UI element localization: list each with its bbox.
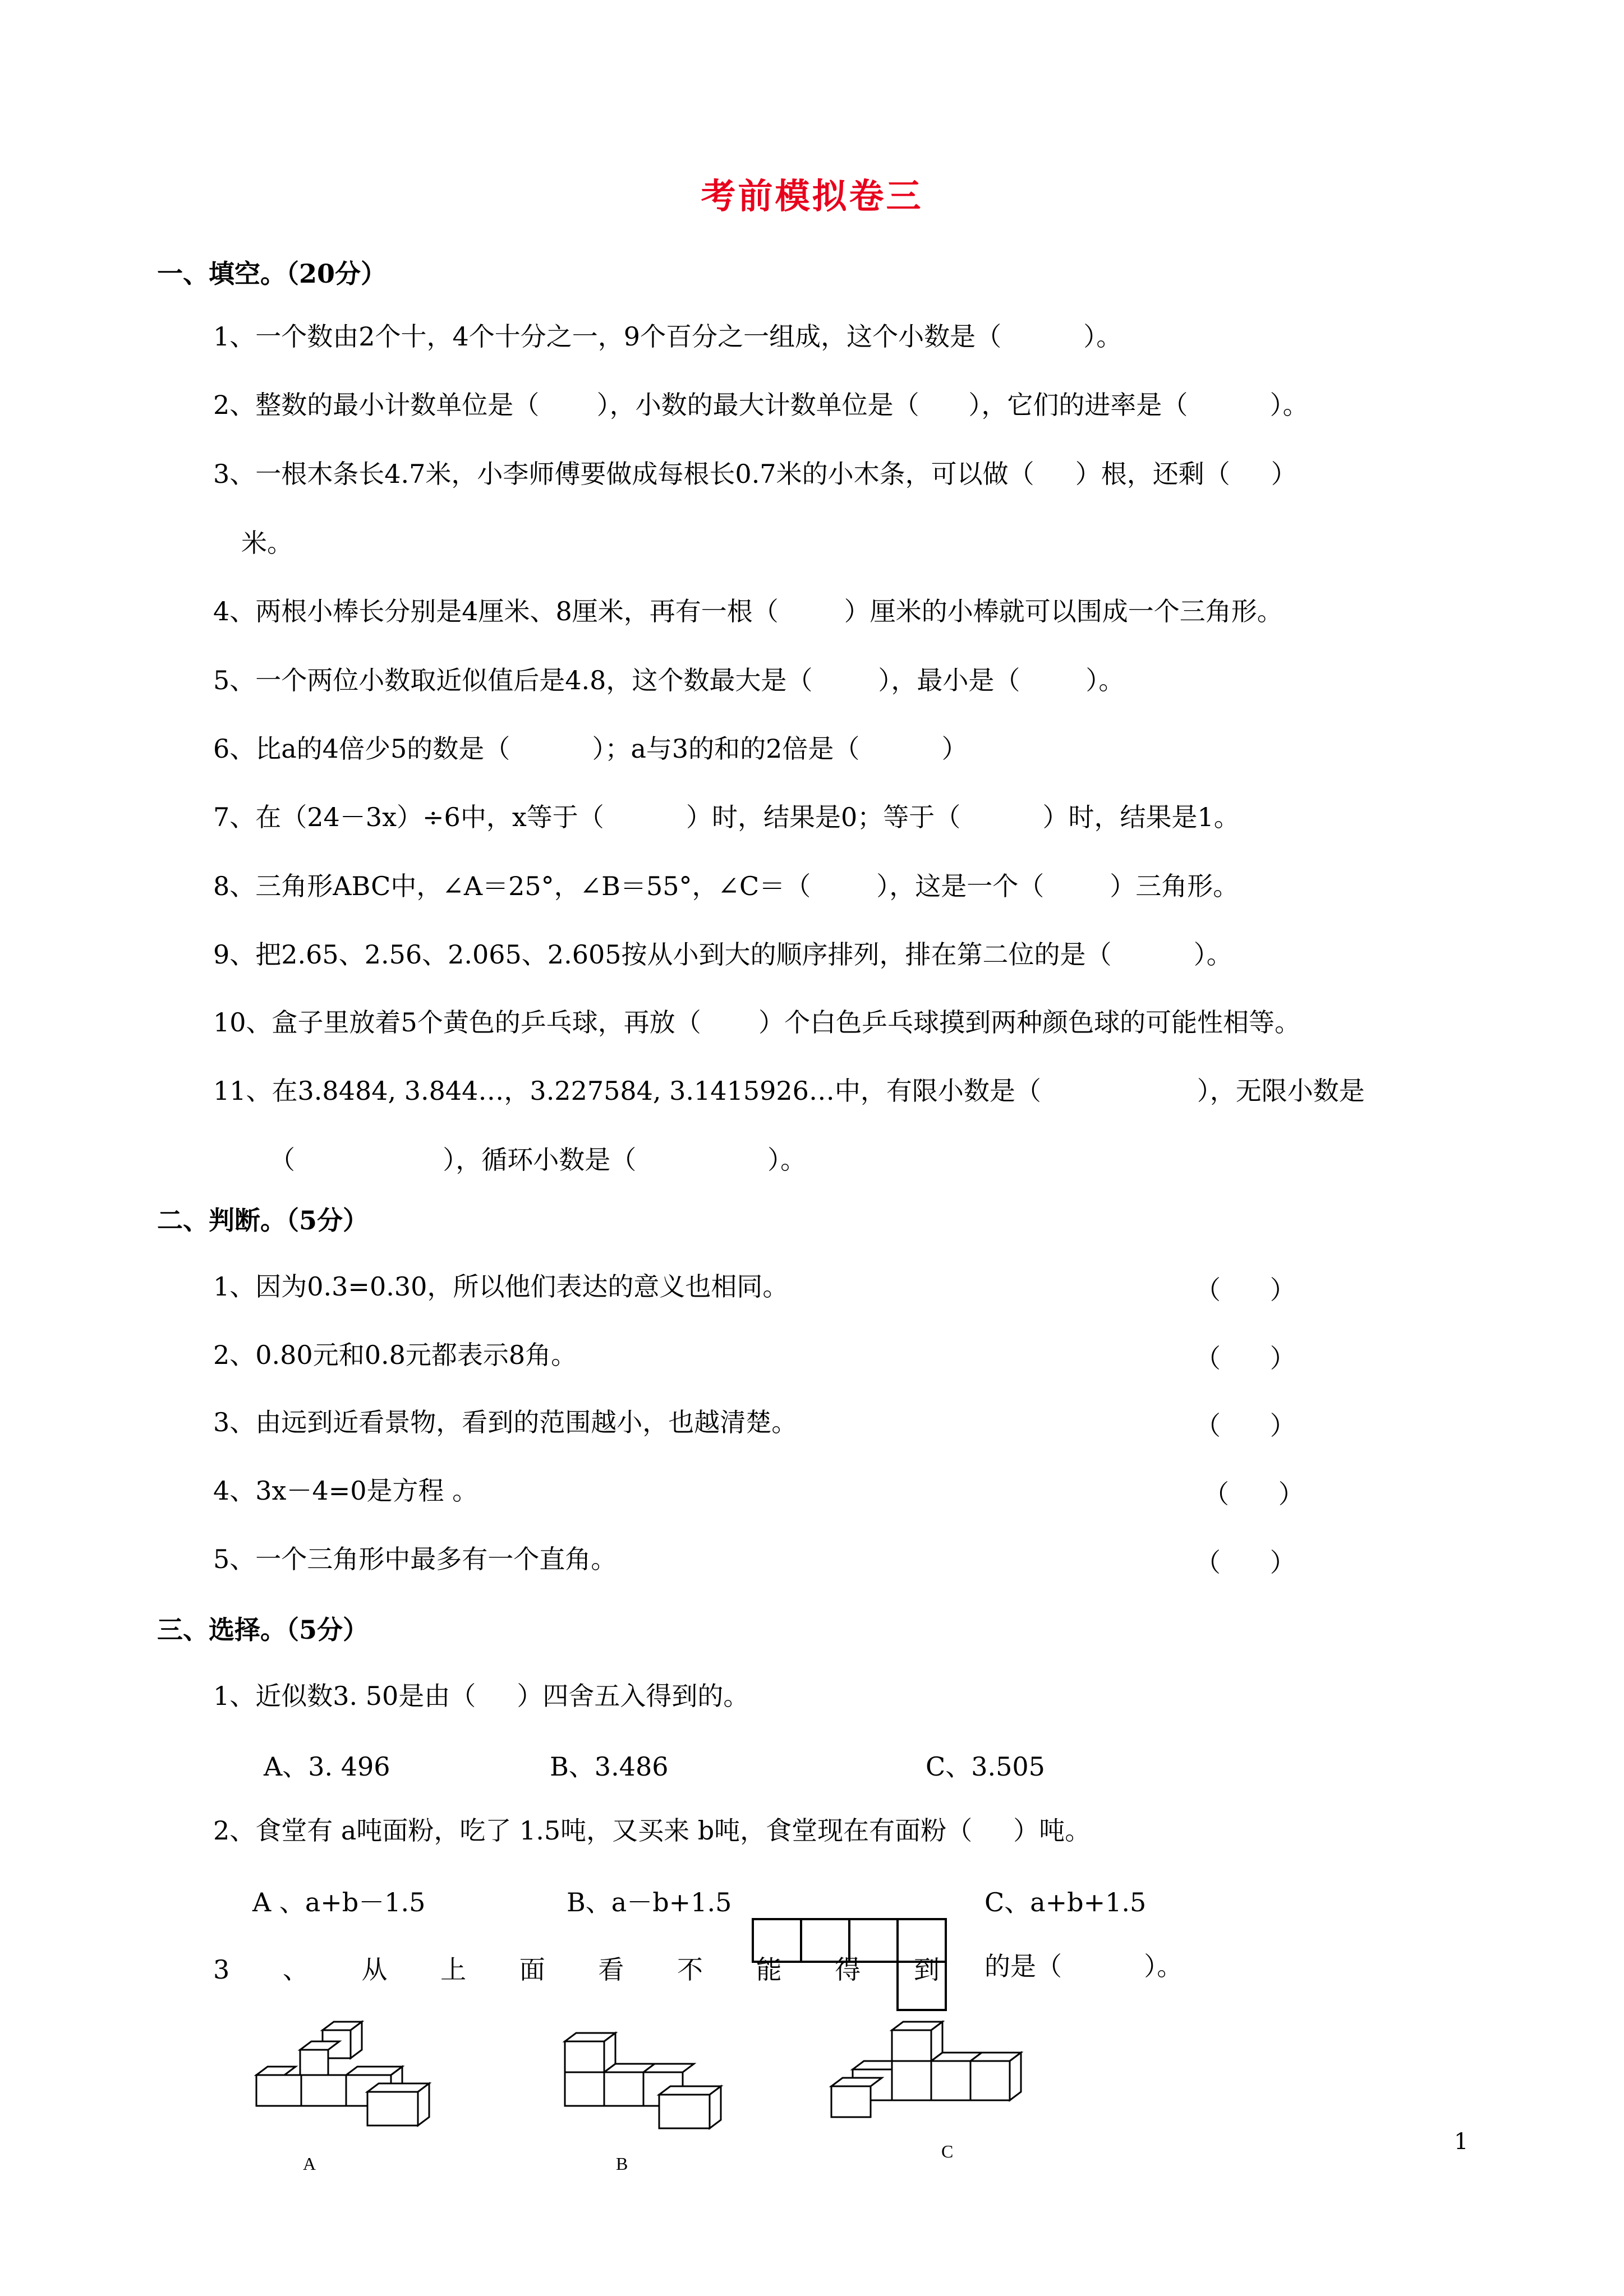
fill-blank-item-1: 1、一个数由2个十，4个十分之一，9个百分之一组成，这个小数是（ ）。 [213,321,1122,352]
choice-q2-option-b: B、a－b+1.5 [567,1887,732,1917]
fill-blank-item-3: 3、一根木条长4.7米，小李师傅要做成每根长0.7米的小木条，可以做（ ）根，还剩（ ） [213,459,1297,489]
fill-blank-item-11: 11、在3.8484, 3.844…，3.227584, 3.1415926…中，有限小数是（ ），无限小数是 [213,1076,1365,1106]
section-heading-fill-blank: 一、填空。（20分） [157,259,387,289]
choice-q2-option-c: C、a+b+1.5 [984,1887,1147,1917]
choice-q3-prefix: 3 、 从 上 面 看 不 能 得 到 [213,1954,962,1985]
judge-item-2: 2、0.80元和0.8元都表示8角。 [213,1340,577,1370]
block-figure-c [830,2013,1055,2120]
choice-q1-option-a: A、3. 496 [264,1751,390,1782]
page-title: 考前模拟卷三 [701,176,923,216]
section-heading-judge: 二、判断。（5分） [157,1205,369,1235]
judge-item-3: 3、由远到近看景物，看到的范围越小，也越清楚。 [213,1407,798,1437]
choice-q1-option-c: C、3.505 [926,1751,1045,1782]
judge-item-1: 1、因为0.3=0.30，所以他们表达的意义也相同。 [213,1271,789,1302]
fill-blank-item-9: 9、把2.65、2.56、2.065、2.605按从小到大的顺序排列，排在第二位的是（ ）。 [213,939,1232,970]
block-figure-b [564,2025,738,2137]
choice-q1-option-b: B、3.486 [550,1751,669,1782]
choice-q1-text: 1、近似数3. 50是由（ ）四舍五入得到的。 [213,1681,749,1711]
top-view-figure [752,1918,954,2013]
fill-blank-item-4: 4、两根小棒长分别是4厘米、8厘米，再有一根（ ）厘米的小棒就可以围成一个三角形。 [213,596,1283,626]
judge-item-5: 5、一个三角形中最多有一个直角。 [213,1544,617,1574]
fill-blank-item-3-cont: 米。 [241,528,293,558]
choice-q2-option-a: A 、a+b－1.5 [252,1887,426,1917]
fill-blank-item-6: 6、比a的4倍少5的数是（ ）；a与3的和的2倍是（ ） [213,734,968,764]
judge-answer-paren-4: （ ） [1203,1479,1304,1509]
judge-item-4: 4、3x－4=0是方程 。 [213,1476,479,1506]
fill-blank-item-2: 2、整数的最小计数单位是（ ），小数的最大计数单位是（ ），它们的进率是（ ）。 [213,390,1309,420]
judge-answer-paren-1: （ ） [1195,1275,1296,1305]
fill-blank-item-10: 10、盒子里放着5个黄色的乒乓球，再放（ ）个白色乒乓球摸到两种颜色球的可能性相等。 [213,1007,1301,1038]
judge-answer-paren-5: （ ） [1195,1547,1296,1578]
page-number: 1 [1454,2129,1469,2155]
fill-blank-item-11-cont: （ ），循环小数是（ ）。 [269,1145,807,1175]
choice-q2-text: 2、食堂有 a吨面粉，吃了 1.5吨，又买来 b吨，食堂现在有面粉（ ）吨。 [213,1815,1091,1846]
figure-label-c: C [941,2141,954,2161]
figure-label-b: B [616,2154,628,2174]
block-figure-a [255,2019,446,2131]
fill-blank-item-7: 7、在（24－3x）÷6中，x等于（ ）时，结果是0；等于（ ）时，结果是1。 [213,802,1240,832]
judge-answer-paren-3: （ ） [1195,1410,1296,1441]
choice-q3-suffix: 的是（ ）。 [984,1951,1183,1981]
fill-blank-item-8: 8、三角形ABC中，∠A＝25°，∠B＝55°，∠C＝（ ），这是一个（ ）三角形。 [213,871,1239,901]
judge-answer-paren-2: （ ） [1195,1343,1296,1373]
fill-blank-item-5: 5、一个两位小数取近似值后是4.8，这个数最大是（ ），最小是（ ）。 [213,665,1125,695]
figure-label-a: A [303,2154,316,2174]
section-heading-choice: 三、选择。（5分） [157,1615,369,1645]
